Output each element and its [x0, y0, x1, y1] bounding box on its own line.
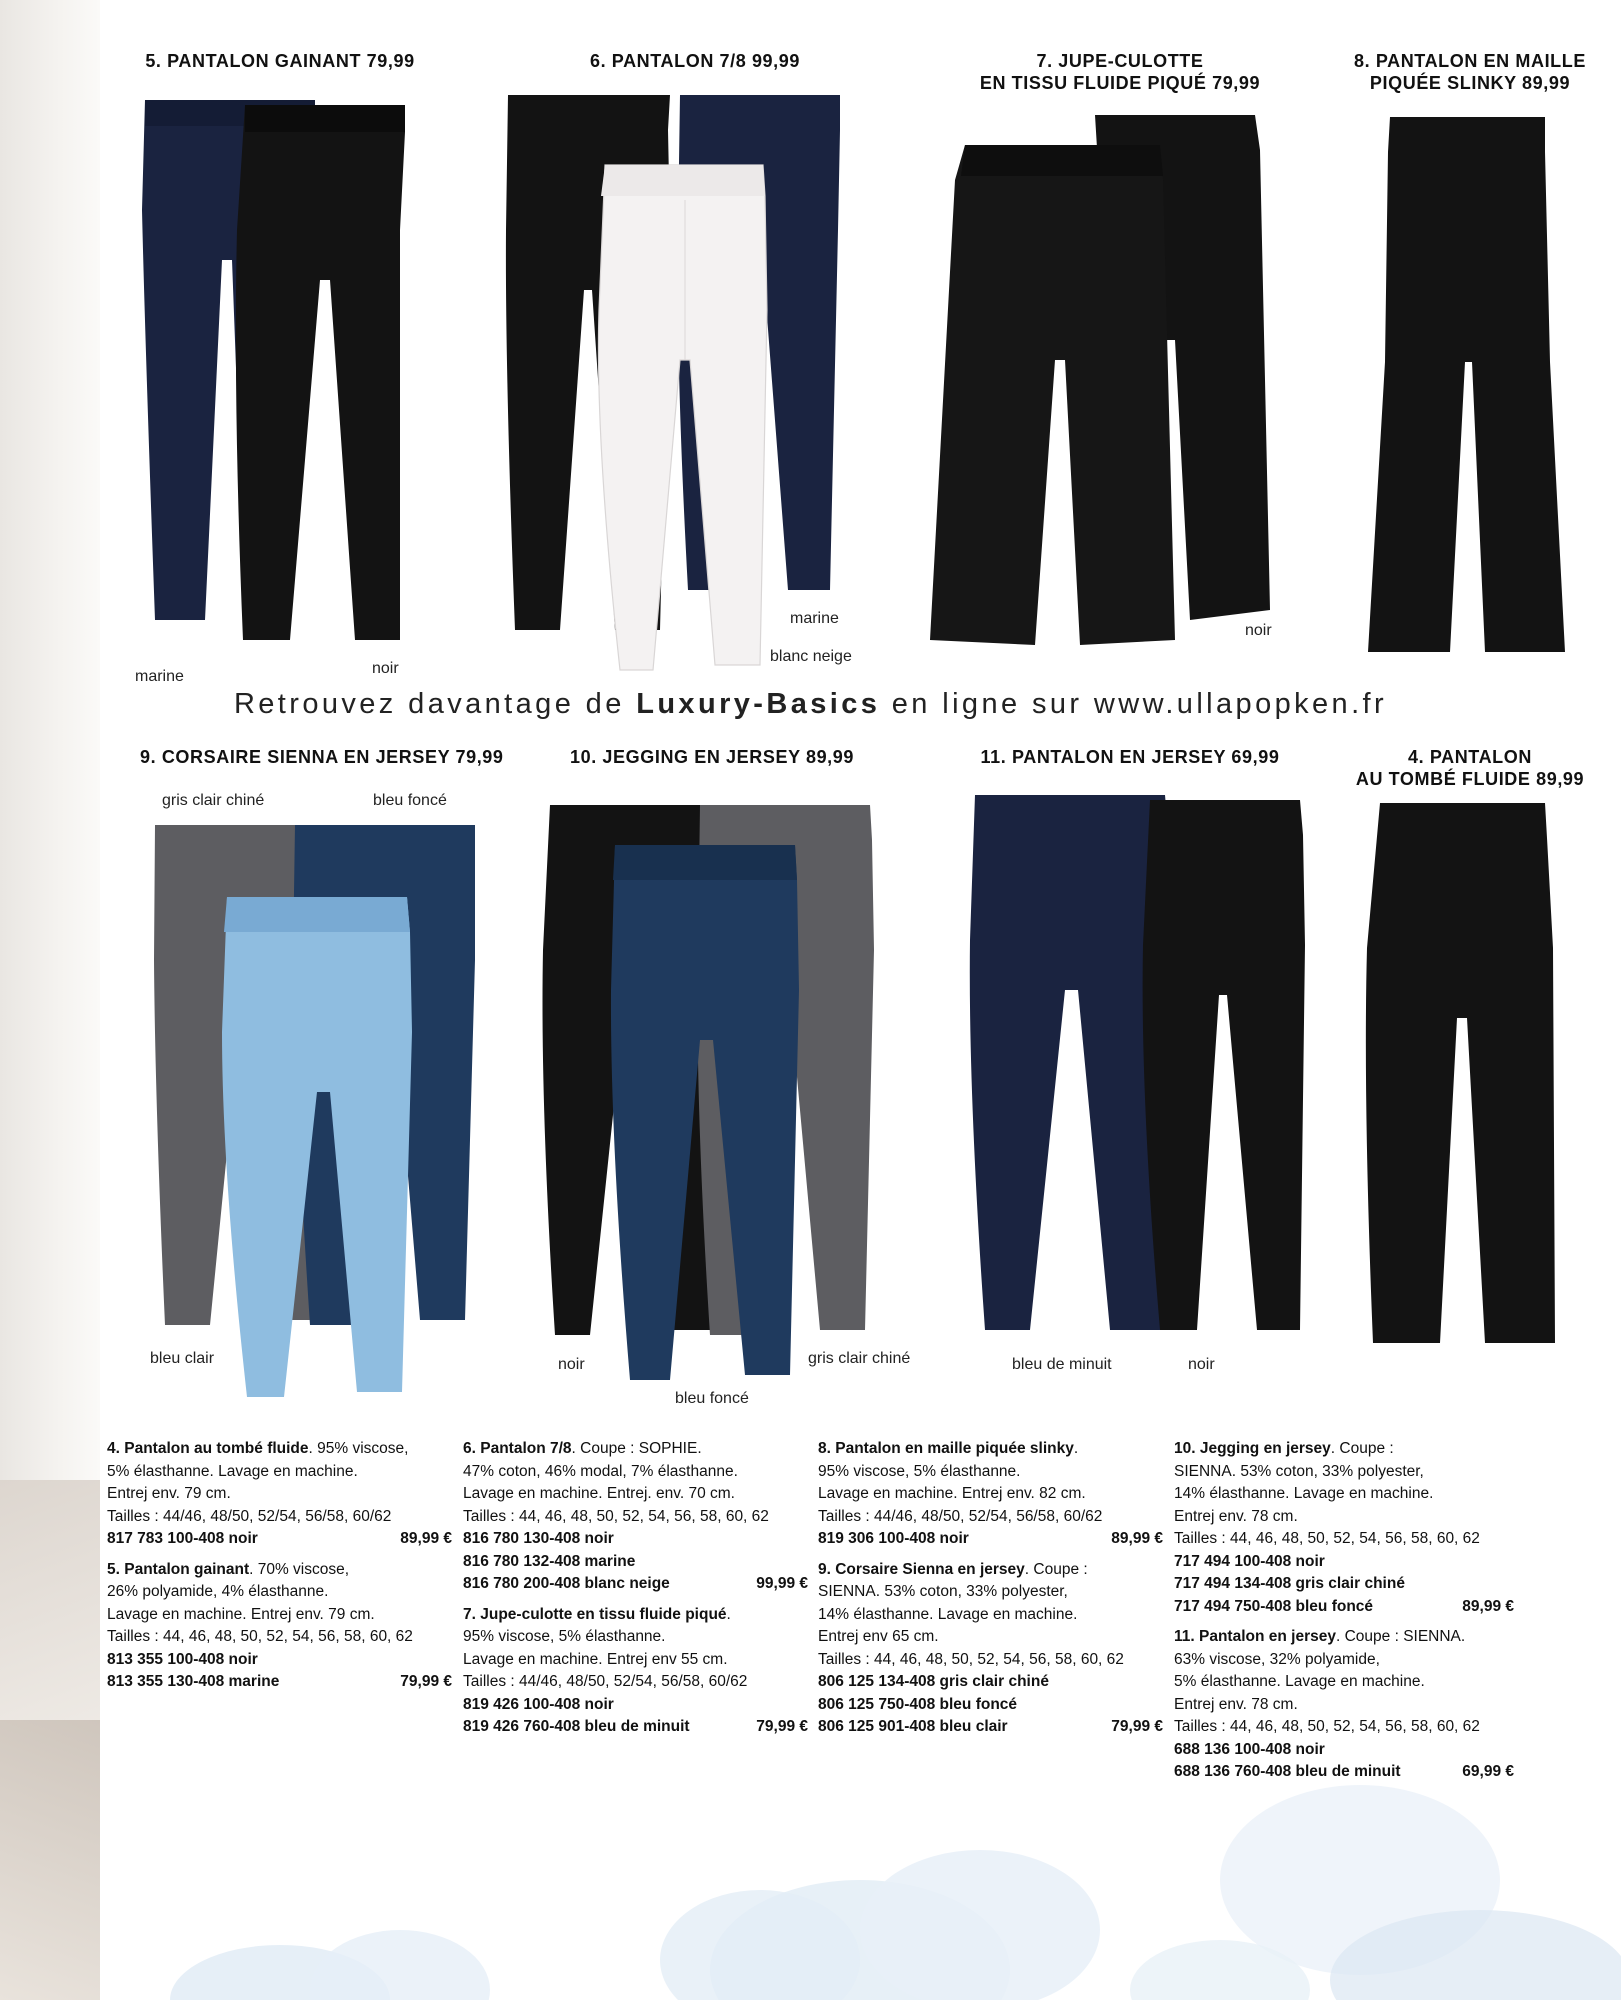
product-title-7	[960, 50, 1280, 94]
product-title-4-line1: 4. PANTALON	[1408, 747, 1532, 767]
desc-line: Tailles : 44, 46, 48, 50, 52, 54, 56, 58, 60, 62	[818, 1650, 1124, 1668]
desc-line: Tailles : 44/46, 48/50, 52/54, 56/58, 60/62	[818, 1507, 1103, 1525]
desc-line: 47% coton, 46% modal, 7% élasthanne.	[463, 1462, 738, 1480]
desc-line: 95% viscose, 5% élasthanne.	[818, 1462, 1021, 1480]
color-label-10-gris-clair-chine: gris clair chiné	[808, 1350, 911, 1367]
desc-line: Entrej env 65 cm.	[818, 1628, 939, 1645]
desc-text-4: . 95% viscose,	[308, 1440, 409, 1457]
desc-line: Tailles : 44, 46, 48, 50, 52, 54, 56, 58, 60, 62	[463, 1507, 769, 1525]
desc-line: Tailles : 44, 46, 48, 50, 52, 54, 56, 58, 60, 62	[107, 1628, 413, 1645]
color-label-10-noir: noir	[558, 1356, 585, 1373]
desc-code: 819 306 100-408 noir	[818, 1530, 969, 1547]
desc-line: 63% viscose, 32% polyamide,	[1174, 1650, 1380, 1668]
desc-name-5: 5. Pantalon gainant	[107, 1560, 250, 1578]
desc-line: Lavage en machine. Entrej. env. 70 cm.	[463, 1485, 735, 1502]
color-label-9-bleu-clair: bleu clair	[150, 1350, 215, 1367]
desc-text-7: .	[726, 1605, 731, 1623]
desc-code: 806 125 750-408 bleu foncé	[818, 1695, 1018, 1713]
desc-line: Entrej env. 79 cm.	[107, 1485, 231, 1502]
description-column-2	[463, 1438, 808, 1739]
desc-line: Entrej env. 78 cm.	[1174, 1507, 1298, 1525]
desc-price-10: 89,99 €	[1462, 1597, 1514, 1615]
desc-text-6: . Coupe : SOPHIE.	[571, 1440, 702, 1457]
product-title-6: 6. PANTALON 7/8 99,99	[589, 51, 800, 71]
color-label-7-noir: noir	[1245, 622, 1272, 639]
desc-line: 14% élasthanne. Lavage en machine.	[1174, 1485, 1434, 1502]
desc-line: SIENNA. 53% coton, 33% polyester,	[818, 1583, 1068, 1600]
desc-code: 717 494 750-408 bleu foncé	[1174, 1597, 1374, 1615]
desc-code: 688 136 760-408 bleu de minuit	[1174, 1763, 1401, 1780]
desc-line: 5% élasthanne. Lavage en machine.	[1174, 1673, 1425, 1690]
desc-price-8: 89,99 €	[1111, 1530, 1163, 1547]
desc-name-9: 9. Corsaire Sienna en jersey	[818, 1560, 1025, 1578]
decorative-flowers	[100, 1760, 1621, 2000]
desc-line: Tailles : 44/46, 48/50, 52/54, 56/58, 60/62	[107, 1507, 392, 1525]
desc-line: Tailles : 44/46, 48/50, 52/54, 56/58, 60/62	[463, 1673, 748, 1690]
color-label-5-noir: noir	[372, 660, 399, 677]
description-column-4	[1174, 1438, 1514, 1784]
product-title-8	[1335, 50, 1605, 94]
color-label-5-marine: marine	[135, 668, 184, 685]
desc-line: Tailles : 44, 46, 48, 50, 52, 54, 56, 58, 60, 62	[1174, 1718, 1480, 1735]
desc-code: 806 125 901-408 bleu clair	[818, 1718, 1008, 1735]
desc-code: 816 780 130-408 noir	[463, 1530, 614, 1547]
desc-code: 688 136 100-408 noir	[1174, 1740, 1325, 1758]
color-label-10-bleu-fonce: bleu foncé	[675, 1390, 749, 1407]
desc-line: 5% élasthanne. Lavage en machine.	[107, 1462, 358, 1480]
desc-price-7: 79,99 €	[756, 1718, 808, 1735]
desc-code: 819 426 760-408 bleu de minuit	[463, 1718, 690, 1735]
desc-line: Lavage en machine. Entrej env. 82 cm.	[818, 1485, 1086, 1502]
color-label-6-marine: marine	[790, 610, 839, 627]
color-label-9-bleu-fonce: bleu foncé	[373, 792, 447, 809]
desc-price-11: 69,99 €	[1462, 1763, 1514, 1780]
product-title-10: 10. JEGGING EN JERSEY 89,99	[570, 747, 855, 767]
desc-text-10: . Coupe :	[1330, 1440, 1394, 1457]
desc-name-8: 8. Pantalon en maille piquée slinky	[818, 1440, 1074, 1457]
desc-code: 819 426 100-408 noir	[463, 1695, 614, 1713]
desc-line: Tailles : 44, 46, 48, 50, 52, 54, 56, 58, 60, 62	[1174, 1530, 1480, 1547]
color-label-11-noir: noir	[1188, 1356, 1215, 1373]
promo-banner	[0, 688, 1621, 721]
product-title-4	[1330, 746, 1610, 790]
desc-code: 717 494 100-408 noir	[1174, 1552, 1325, 1570]
product-title-8-line2: PIQUÉE SLINKY 89,99	[1369, 73, 1571, 93]
desc-line: 14% élasthanne. Lavage en machine.	[818, 1605, 1078, 1623]
promo-brand: Luxury-Basics	[636, 688, 881, 720]
product-title-7-line1: 7. JUPE-CULOTTE	[1036, 51, 1204, 71]
pant-image-6-blanc-neige	[585, 160, 785, 680]
desc-name-4: 4. Pantalon au tombé fluide	[107, 1440, 309, 1457]
desc-price-5: 79,99 €	[400, 1673, 452, 1690]
description-column-1	[107, 1438, 452, 1694]
desc-code: 816 780 132-408 marine	[463, 1552, 636, 1570]
fabric-fold	[0, 1720, 100, 2000]
desc-line: Entrej env. 78 cm.	[1174, 1695, 1298, 1713]
desc-price-9: 79,99 €	[1111, 1718, 1163, 1735]
pant-image-5-noir	[225, 100, 425, 660]
pant-image-10-bleu-fonce	[595, 840, 805, 1385]
pant-image-4-noir	[1355, 798, 1565, 1358]
fabric-fold	[0, 1480, 100, 1740]
desc-code: 816 780 200-408 blanc neige	[463, 1575, 670, 1592]
desc-name-6: 6. Pantalon 7/8	[463, 1440, 572, 1457]
product-title-8-line1: 8. PANTALON EN MAILLE	[1354, 51, 1586, 71]
left-background-strip	[0, 0, 100, 2000]
pant-image-8-noir	[1360, 112, 1580, 657]
desc-text-11: . Coupe : SIENNA.	[1335, 1628, 1466, 1645]
product-title-9: 9. CORSAIRE SIENNA EN JERSEY 79,99	[140, 747, 504, 767]
desc-name-11: 11. Pantalon en jersey	[1174, 1628, 1336, 1645]
desc-line: Lavage en machine. Entrej env. 79 cm.	[107, 1605, 375, 1623]
desc-text-5: . 70% viscose,	[249, 1560, 350, 1578]
product-title-7-line2: EN TISSU FLUIDE PIQUÉ 79,99	[979, 73, 1261, 93]
desc-code: 717 494 134-408 gris clair chiné	[1174, 1575, 1405, 1592]
desc-price-4: 89,99 €	[400, 1530, 452, 1547]
product-title-5: 5. PANTALON GAINANT 79,99	[145, 51, 415, 71]
pant-image-7-noir-front	[925, 140, 1185, 660]
pant-image-11-noir	[1135, 795, 1315, 1340]
pant-image-9-bleu-clair	[212, 892, 422, 1402]
desc-line: 95% viscose, 5% élasthanne.	[463, 1628, 666, 1645]
desc-text-8: .	[1073, 1440, 1079, 1457]
desc-code: 817 783 100-408 noir	[107, 1530, 258, 1547]
color-label-9-gris-clair-chine: gris clair chiné	[162, 792, 265, 809]
desc-line: Lavage en machine. Entrej env 55 cm.	[463, 1650, 728, 1668]
desc-text-9: . Coupe :	[1024, 1560, 1088, 1578]
desc-code: 806 125 134-408 gris clair chiné	[818, 1673, 1049, 1690]
desc-code: 813 355 130-408 marine	[107, 1673, 280, 1690]
desc-name-7: 7. Jupe-culotte en tissu fluide piqué	[463, 1605, 727, 1623]
color-label-6-blanc-neige: blanc neige	[770, 648, 852, 665]
desc-code: 813 355 100-408 noir	[107, 1650, 258, 1668]
promo-text-after: en ligne sur www.ullapopken.fr	[880, 688, 1388, 720]
desc-line: SIENNA. 53% coton, 33% polyester,	[1174, 1462, 1424, 1480]
color-label-11-bleu-de-minuit: bleu de minuit	[1012, 1356, 1112, 1373]
desc-name-10: 10. Jegging en jersey	[1174, 1440, 1331, 1457]
product-title-4-line2: AU TOMBÉ FLUIDE 89,99	[1355, 769, 1585, 789]
product-title-11: 11. PANTALON EN JERSEY 69,99	[980, 747, 1280, 767]
promo-text-before: Retrouvez davantage de	[233, 688, 637, 720]
desc-price-6: 99,99 €	[756, 1575, 808, 1592]
description-column-3	[818, 1438, 1163, 1739]
desc-line: 26% polyamide, 4% élasthanne.	[107, 1583, 329, 1600]
